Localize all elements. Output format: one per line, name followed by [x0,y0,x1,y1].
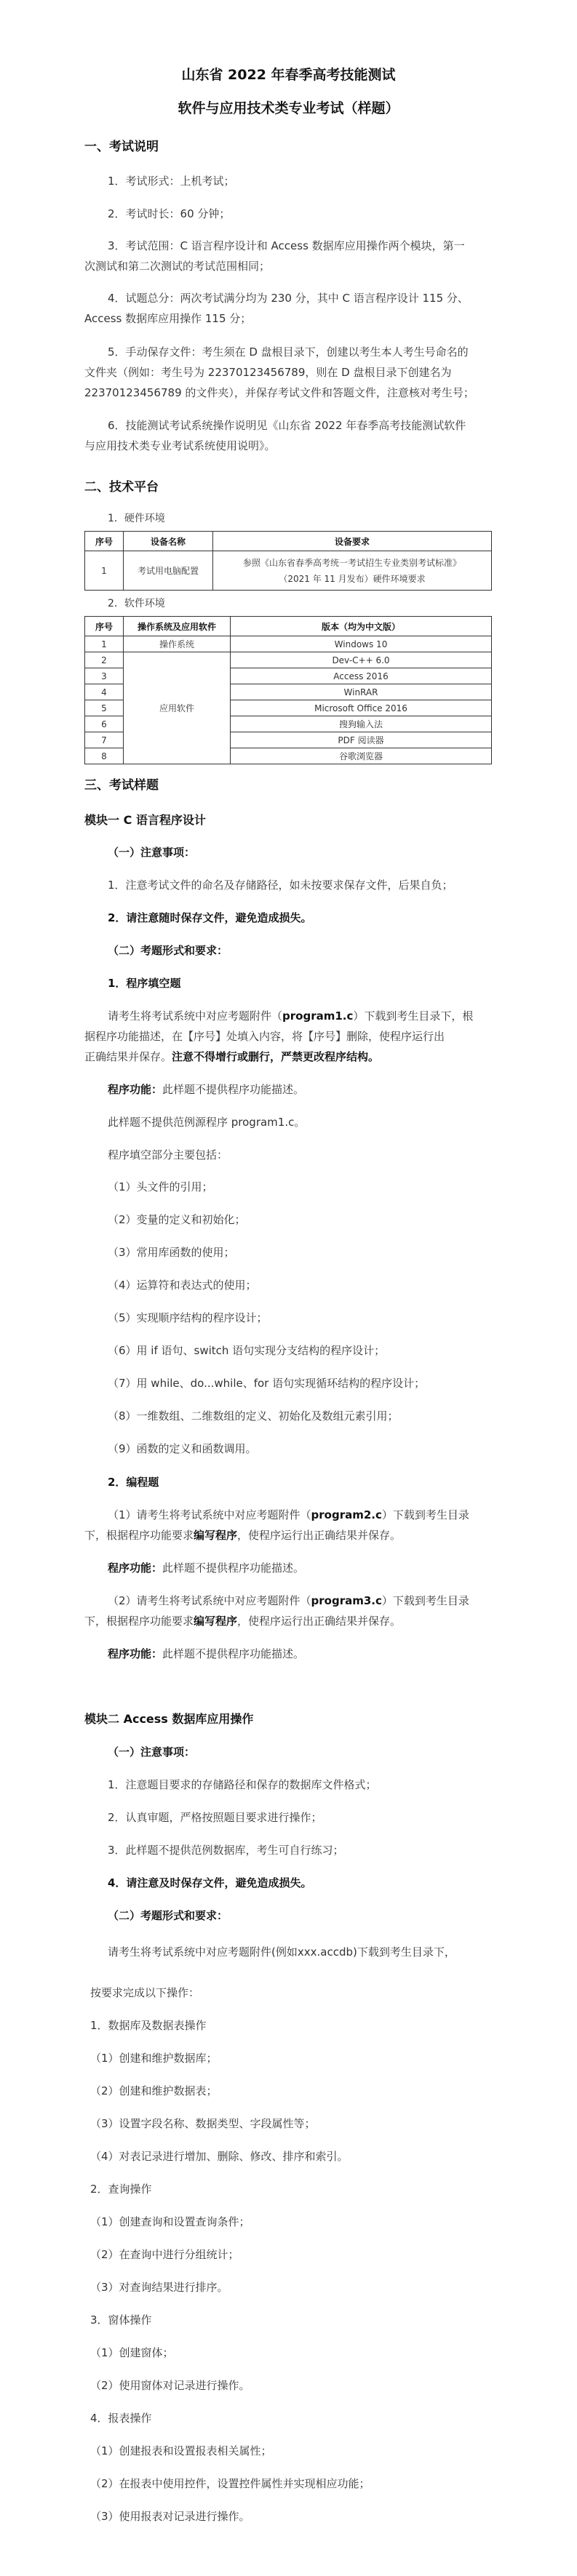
doc-title-line2: 软件与应用技术类专业考试（样题） [178,100,399,116]
list-item: 3．窗体操作 [90,2313,152,2327]
text-span: ，使程序运行出正确结果并保存。 [237,1529,402,1542]
program2-desc-line1 [108,1508,469,1522]
list-item: （4）运算符和表达式的使用； [108,1279,257,1292]
save-file-item-cont2: 22370123456789 的文件夹），并保存考试文件和答题文件，注意核对考生号； [84,386,474,399]
software-env-label: 2．软件环境 [108,598,165,609]
exam-scope-item: 3．考试范围：C 语言程序设计和 Access 数据库应用操作两个模块，第一 [108,239,465,252]
section3-heading: 三、考试样题 [84,778,159,793]
table-cell: 2 [85,652,124,668]
list-item: （1）创建报表和设置报表相关属性； [90,2444,272,2457]
table-cell: 3 [85,668,124,684]
module2-notice-4: 4．请注意及时保存文件，避免造成损失。 [108,1876,312,1889]
module2-notice-3: 3．此样题不提供范例数据库，考生可自行练习； [108,1844,344,1857]
list-item: （6）用 if 语句、switch 语句实现分支结构的程序设计； [108,1344,386,1357]
table-header-cell: 序号 [85,532,124,551]
list-item: （3）对查询结果进行排序。 [90,2281,228,2294]
module1-notice-2: 2．请注意随时保存文件，避免造成损失。 [108,911,312,924]
section2-heading: 二、技术平台 [84,480,159,495]
exam-score-item: 4．试题总分：两次考试满分均为 230 分，其中 C 语言程序设计 115 分、 [108,292,469,305]
table-cell [213,551,492,591]
write-program-emph: 编写程序 [194,1529,238,1542]
list-item: （9）函数的定义和函数调用。 [108,1442,257,1455]
module2-notice-1: 1．注意题目要求的存储路径和保存的数据库文件格式； [108,1778,377,1791]
no-sample-note: 此样题不提供范例源程序 program1.c。 [108,1116,306,1129]
fill-blank-heading: 1．程序填空题 [108,977,181,990]
table-cell: 搜狗输入法 [231,716,492,732]
text-span: ）下载到考生目录下，根 [353,1009,474,1023]
list-item: （1）头文件的引用； [108,1180,213,1193]
list-item: （3）常用库函数的使用； [108,1246,235,1259]
module1-form-heading: （二）考题形式和要求： [108,944,228,957]
module2-form-heading: （二）考题形式和要求： [108,1909,228,1922]
table-cell: Windows 10 [231,636,492,652]
module1-notice-1: 1．注意考试文件的命名及存储路径，如未按要求保存文件，后果自负； [108,879,453,892]
program3-desc-line2 [84,1614,401,1628]
text-span: 此样题不提供程序功能描述。 [162,1647,305,1660]
table-row [85,652,492,668]
exam-duration-item: 2．考试时长：60 分钟； [108,207,231,220]
list-item: （1）创建和维护数据库； [90,2052,218,2065]
text-span: ）下载到考生目录 [381,1594,469,1607]
module1-notice-heading: （一）注意事项： [108,846,196,859]
table-cell: WinRAR [231,684,492,700]
hardware-table-header [85,532,492,551]
exam-scope-item-cont: 次测试和第二次测试的考试范围相同； [84,260,271,273]
text-span: 请考生将考试系统中对应考题附件（ [108,1009,283,1023]
list-item: （5）实现顺序结构的程序设计； [108,1311,268,1324]
fill-blank-desc-line2: 据程序功能描述，在【序号】处填入内容，将【序号】删除，使程序运行出 [84,1030,445,1043]
table-cell: 操作系统 [124,636,231,652]
table-header-cell: 设备要求 [213,532,492,551]
program3-desc-line1 [108,1593,469,1608]
hardware-req-line1: 参照《山东省春季高考统一考试招生专业类别考试标准》 [242,557,461,568]
program3-file: program3.c [311,1594,382,1607]
table-cell: PDF 阅读器 [231,732,492,748]
write-program-emph: 编写程序 [194,1615,238,1628]
list-item: （2）变量的定义和初始化； [108,1213,246,1226]
fill-func-desc [108,1082,304,1097]
list-item: （2）在查询中进行分组统计； [90,2248,239,2261]
table-header-cell: 设备名称 [124,532,213,551]
hardware-table [84,531,492,591]
exam-form-item: 1．考试形式：上机考试； [108,175,235,188]
software-table [84,616,492,764]
module2-ops-label: 按要求完成以下操作： [90,1986,200,1999]
list-item: （2）使用窗体对记录进行操作。 [90,2379,250,2392]
section1-heading: 一、考试说明 [84,140,159,154]
table-cell: 谷歌浏览器 [231,748,492,764]
table-cell: 1 [85,636,124,652]
software-table-header [85,617,492,636]
table-row [85,551,492,591]
hardware-req-line2: （2021 年 11 月发布）硬件环境要求 [279,573,426,584]
table-cell: 6 [85,716,124,732]
list-item: （3）使用报表对记录进行操作。 [90,2510,250,2523]
program2-func-desc [108,1561,304,1575]
hardware-env-label: 1．硬件环境 [108,513,165,524]
table-header-cell: 版本（均为中文版） [231,617,492,636]
module2-notice-2: 2．认真审题，严格按照题目要求进行操作； [108,1811,322,1824]
text-span: ）下载到考生目录 [381,1508,469,1521]
list-item: （7）用 while、do...while、for 语句实现循环结构的程序设计； [108,1377,426,1390]
func-label: 程序功能： [108,1561,163,1575]
text-span: 正确结果并保存。 [84,1050,172,1063]
fill-content-label: 程序填空部分主要包括： [108,1148,228,1161]
table-cell-app-software: 应用软件 [124,652,231,764]
list-item: 1．数据库及数据表操作 [90,2019,207,2032]
list-item: （3）设置字段名称、数据类型、字段属性等； [90,2117,316,2130]
program2-desc-line2 [84,1528,401,1543]
func-label: 程序功能： [108,1083,163,1096]
list-item: 2．查询操作 [90,2183,152,2196]
module2-title: 模块二 Access 数据库应用操作 [84,1712,254,1726]
text-span: （1）请考生将考试系统中对应考题附件（ [108,1508,311,1521]
table-cell: Microsoft Office 2016 [231,700,492,716]
module1-title: 模块一 C 语言程序设计 [84,813,206,827]
text-span: 此样题不提供程序功能描述。 [162,1083,305,1096]
list-item: （2）在报表中使用控件，设置控件属性并实现相应功能； [90,2477,370,2490]
program2-file: program2.c [311,1508,382,1521]
program3-func-desc [108,1647,304,1661]
module2-intro: 请考生将考试系统中对应考题附件(例如xxx.accdb)下载到考生目录下， [108,1945,455,1959]
text-span: （2）请考生将考试系统中对应考题附件（ [108,1594,311,1607]
list-item: （4）对表记录进行增加、删除、修改、排序和索引。 [90,2150,349,2163]
table-header-cell: 序号 [85,617,124,636]
func-label: 程序功能： [108,1647,163,1660]
exam-score-item-cont: Access 数据库应用操作 115 分； [84,312,252,325]
module2-notice-heading: （一）注意事项： [108,1745,196,1759]
table-cell: 7 [85,732,124,748]
fill-blank-desc-line1 [108,1009,473,1023]
table-cell: 4 [85,684,124,700]
save-file-item-cont1: 文件夹（例如：考生号为 22370123456789，则在 D 盘根目录下创建名为 [84,366,452,379]
fill-blank-desc-line3 [84,1049,379,1064]
list-item: （1）创建窗体； [90,2346,174,2359]
programming-heading: 2．编程题 [108,1476,159,1489]
list-item: （8）一维数组、二维数组的定义、初始化及数组元素引用； [108,1409,399,1423]
text-span: 下，根据程序功能要求 [84,1615,194,1628]
text-span: 此样题不提供程序功能描述。 [162,1561,305,1575]
system-guide-item: 6．技能测试考试系统操作说明见《山东省 2022 年春季高考技能测试软件 [108,419,466,432]
table-row [85,636,492,652]
fill-blank-warning: 注意不得增行或删行，严禁更改程序结构。 [172,1050,380,1063]
save-file-item: 5．手动保存文件：考生须在 D 盘根目录下，创建以考生本人考生号命名的 [108,345,469,359]
text-span: ，使程序运行出正确结果并保存。 [237,1615,402,1628]
list-item: （2）创建和维护数据表； [90,2084,218,2097]
table-cell: 考试用电脑配置 [124,551,213,591]
system-guide-item-cont: 与应用技术类专业考试系统使用说明》。 [84,439,276,452]
table-cell: 1 [85,551,124,591]
doc-title-line1: 山东省 2022 年春季高考技能测试 [181,67,396,83]
list-item: （1）创建查询和设置查询条件； [90,2215,250,2228]
program1-file: program1.c [282,1009,354,1023]
table-cell: Dev-C++ 6.0 [231,652,492,668]
text-span: 下，根据程序功能要求 [84,1529,194,1542]
table-cell: Access 2016 [231,668,492,684]
list-item: 4．报表操作 [90,2412,152,2425]
table-cell: 8 [85,748,124,764]
table-header-cell: 操作系统及应用软件 [124,617,231,636]
table-cell: 5 [85,700,124,716]
